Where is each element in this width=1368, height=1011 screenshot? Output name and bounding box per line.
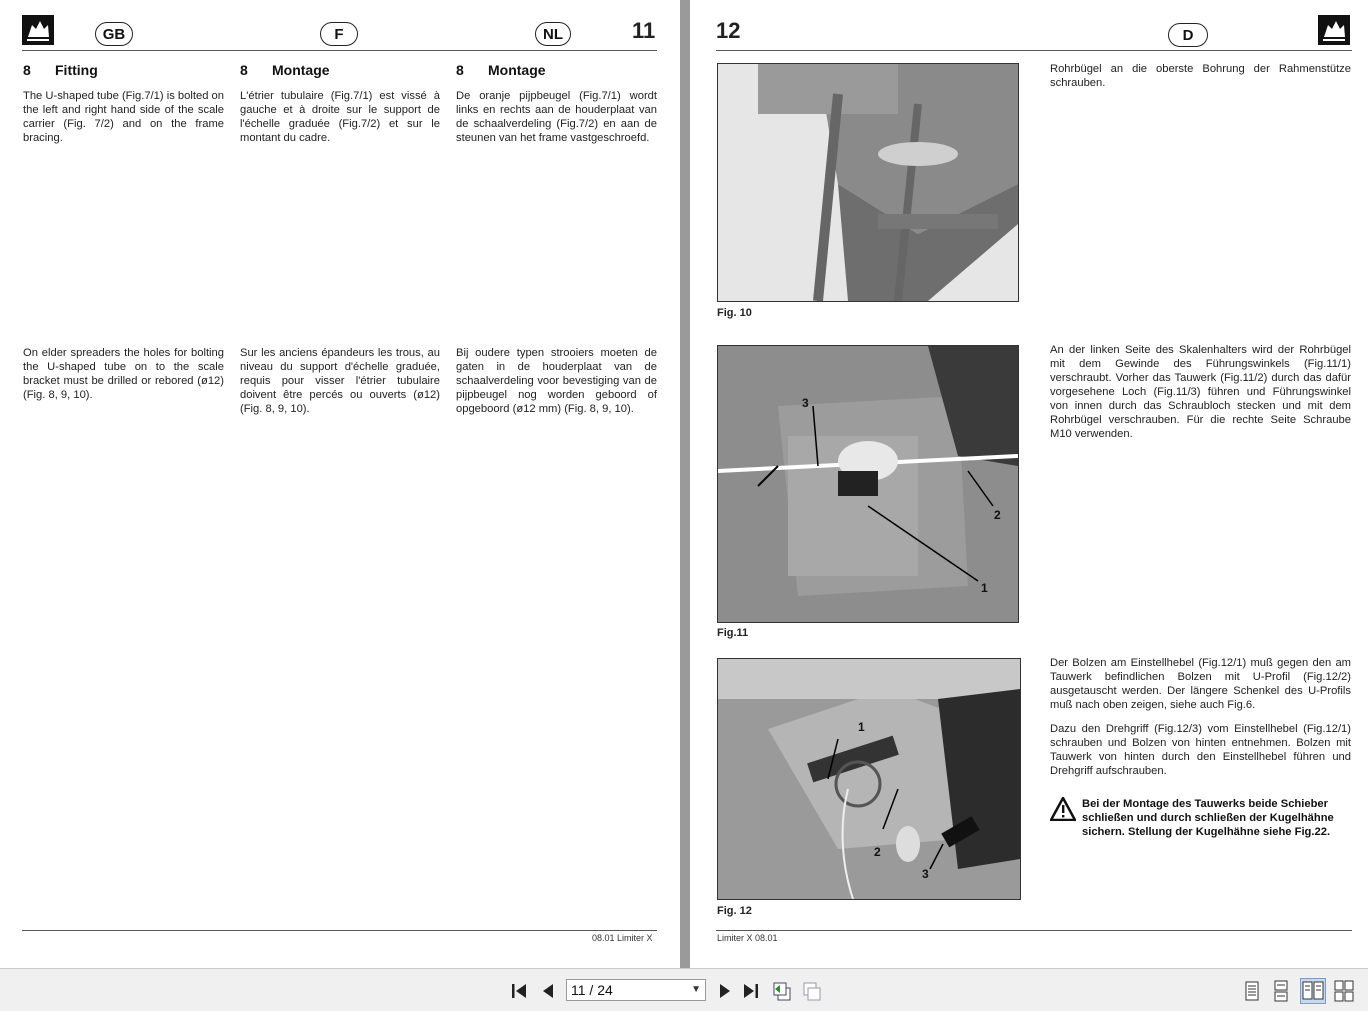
- figure-11-callout-3: 3: [802, 396, 809, 410]
- paragraph-nl-2: Bij oudere typen strooiers moeten de gaten in de houderplaat van de schaalverdeling voor bevestiging van de pijpbeugel nog worden geboord of opgeboord (ø12 mm) (Fig. 8, 9, 10).: [456, 347, 657, 415]
- page-number-input[interactable]: 11 / 24 ▼: [566, 979, 706, 1001]
- page-gutter: [680, 0, 690, 968]
- paragraph-d-4: Dazu den Drehgriff (Fig.12/3) vom Einstellhebel (Fig.12/1) schrauben und Bolzen von hinten entnehmen. Bolzen mit Tauwerk von hinten durch den Einstellhebel führen und Drehgriff aufschrauben.: [1050, 723, 1351, 777]
- figure-11-callout-2: 2: [994, 508, 1001, 522]
- header-rule: [22, 50, 657, 51]
- previous-page-button[interactable]: [538, 980, 560, 1002]
- section-heading-nl: 8 Montage: [456, 62, 546, 78]
- language-badge-nl: NL: [535, 22, 571, 46]
- next-page-button[interactable]: [713, 980, 735, 1002]
- warning-triangle-icon: [1050, 797, 1076, 821]
- warning-text: Bei der Montage des Tauwerks beide Schieber schließen und durch schließen der Kugelhähne sichern. Stellung der Kugelhähne siehe Fig.22.: [1082, 798, 1334, 838]
- language-badge-gb: GB: [95, 22, 133, 46]
- amazone-logo: [22, 15, 54, 45]
- paragraph-d-1: Rohrbügel an die oberste Bohrung der Rahmenstütze schrauben.: [1050, 63, 1351, 89]
- previous-page-icon: [538, 980, 560, 1002]
- footer-rule: [716, 930, 1352, 931]
- section-heading-gb: 8 Fitting: [23, 62, 98, 78]
- continuous-view-button[interactable]: [1270, 980, 1292, 1002]
- page-footer: 08.01 Limiter X: [592, 933, 653, 943]
- figure-11-callout-1: 1: [981, 581, 988, 595]
- first-page-icon: [508, 980, 530, 1002]
- language-badge-d: D: [1168, 23, 1208, 47]
- facing-pages-view-button[interactable]: [1300, 978, 1326, 1004]
- left-page: [0, 0, 680, 968]
- next-view-button[interactable]: [801, 980, 823, 1002]
- figure-12-callout-3: 3: [922, 867, 929, 881]
- section-heading-f: 8 Montage: [240, 62, 330, 78]
- figure-11-caption: Fig.11: [717, 627, 749, 639]
- last-page-button[interactable]: [740, 980, 762, 1002]
- continuous-icon: [1270, 980, 1292, 1002]
- paragraph-gb-2: On elder spreaders the holes for bolting the U-shaped tube on to the scale bracket must be drilled or rebored (ø12) (Fig. 8, 9, 10).: [23, 347, 224, 401]
- paragraph-f-1: L'étrier tubulaire (Fig.7/1) est vissé à gauche et à droite sur le support de l'échelle graduée (Fig.7/2) et sur le montant du cadre.: [240, 90, 440, 144]
- next-view-icon: [801, 980, 823, 1002]
- figure-12-caption: Fig. 12: [717, 905, 752, 917]
- continuous-facing-view-button[interactable]: [1333, 980, 1355, 1002]
- page-number: 11: [632, 18, 656, 43]
- header-rule: [716, 50, 1352, 51]
- first-page-button[interactable]: [508, 980, 530, 1002]
- figure-10-caption: Fig. 10: [717, 307, 752, 319]
- paragraph-d-3: Der Bolzen am Einstellhebel (Fig.12/1) muß gegen den am Tauwerk befindlichen Bolzen mit U-Profil (Fig.12/2) ausgetauscht werden. Der längere Schenkel des U-Profils muß nach oben zeigen, siehe auch Fig.6.: [1050, 657, 1351, 711]
- single-page-icon: [1241, 980, 1263, 1002]
- right-page: [690, 0, 1368, 968]
- page-number: 12: [716, 18, 741, 43]
- paragraph-d-2: An der linken Seite des Skalenhalters wird der Rohrbügel mit dem Gewinde des Führungswinkels (Fig.11/1) verschraubt. Vorher das Tauwerk (Fig.11/2) durch das dafür vorgesehene Loch (Fig.11/3) führen und Führungswinkel von innen durch das Schraubloch stecken und mit dem Rohrbügel verschrauben. Für die rechte Seite Schraube M10 verwenden.: [1050, 344, 1351, 440]
- footer-rule: [22, 930, 657, 931]
- figure-11-photo: [717, 345, 1019, 623]
- chevron-down-icon: ▼: [691, 984, 701, 995]
- continuous-facing-icon: [1333, 980, 1355, 1002]
- figure-10-photo: [717, 63, 1019, 302]
- amazone-logo: [1318, 15, 1350, 45]
- figure-12-photo: [717, 658, 1021, 900]
- single-page-view-button[interactable]: [1241, 980, 1263, 1002]
- facing-pages-icon: [1301, 979, 1325, 1003]
- previous-view-button[interactable]: [771, 980, 793, 1002]
- previous-view-icon: [771, 980, 793, 1002]
- figure-12-callout-2: 2: [874, 845, 881, 859]
- page-footer: Limiter X 08.01: [717, 933, 778, 943]
- language-badge-f: F: [320, 22, 358, 46]
- figure-12-callout-1: 1: [858, 720, 865, 734]
- paragraph-gb-1: The U-shaped tube (Fig.7/1) is bolted on the left and right hand side of the scale carrier (Fig. 7/2) and on the frame bracing.: [23, 90, 224, 144]
- paragraph-nl-1: De oranje pijpbeugel (Fig.7/1) wordt links en rechts aan de houderplaat van de schaalverdeling (Fig.7/2) en aan de steunen van het frame vastgeschroefd.: [456, 90, 657, 144]
- last-page-icon: [740, 980, 762, 1002]
- next-page-icon: [713, 980, 735, 1002]
- paragraph-f-2: Sur les anciens épandeurs les trous, au niveau du support d'échelle graduée, requis pour visser l'étrier tubulaire doivent être percés ou ouverts (ø12) (Fig. 8, 9, 10).: [240, 347, 440, 415]
